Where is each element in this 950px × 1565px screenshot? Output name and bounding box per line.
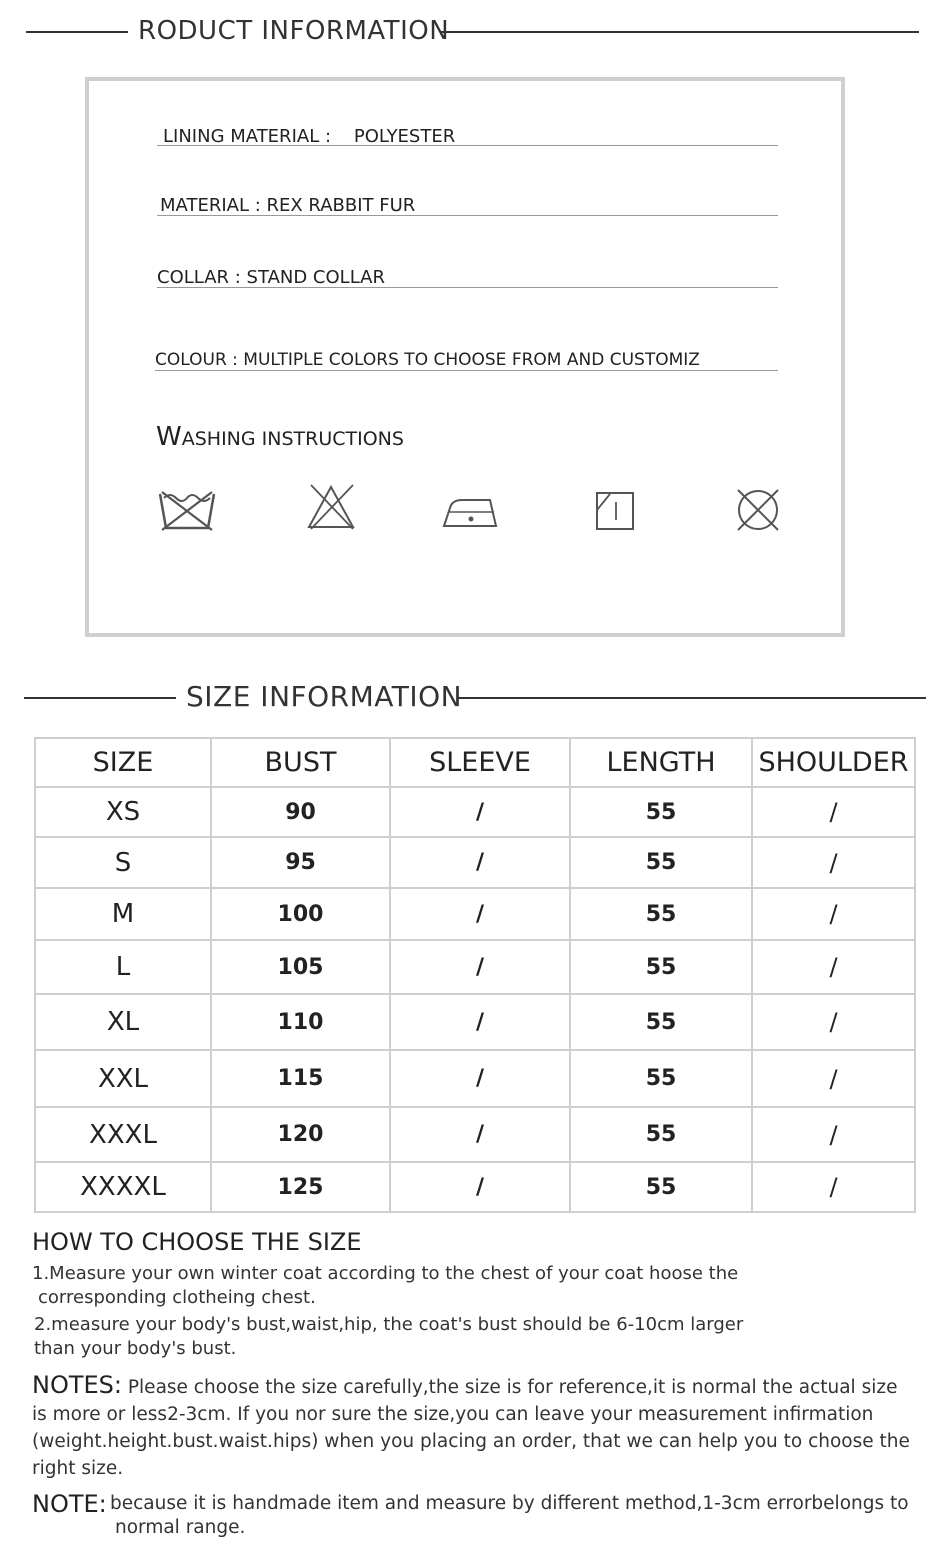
table-row (35, 837, 915, 888)
size-cell: XXL (35, 1050, 211, 1107)
colour-row (155, 350, 700, 370)
column-header-size: SIZE (35, 738, 211, 787)
material-row (160, 195, 415, 216)
sleeve-cell: / (390, 1162, 570, 1212)
note-line2: normal range. (115, 1517, 246, 1538)
shoulder-cell: / (752, 994, 915, 1050)
bust-cell: 105 (211, 940, 390, 994)
iron-low-heat-icon (440, 492, 500, 532)
lining-underline (157, 145, 778, 146)
sleeve-cell: / (390, 787, 570, 837)
length-cell: 55 (570, 1050, 752, 1107)
column-header-sleeve: SLEEVE (390, 738, 570, 787)
colour-label: COLOUR : (155, 350, 238, 370)
size-cell: S (35, 837, 211, 888)
lining-material-row (163, 126, 455, 147)
size-cell: XXXL (35, 1107, 211, 1162)
collar-underline (157, 287, 778, 288)
size-rule-left (24, 697, 176, 699)
bust-cell: 95 (211, 837, 390, 888)
notes-label: NOTES: (32, 1371, 122, 1399)
size-cell: L (35, 940, 211, 994)
table-row (35, 787, 915, 837)
material-label: MATERIAL : (160, 195, 261, 216)
howto-step1-line2: corresponding clotheing chest. (38, 1287, 316, 1308)
shoulder-cell: / (752, 888, 915, 940)
shoulder-cell: / (752, 940, 915, 994)
notes-text: Please choose the size carefully,the size is for reference,it is normal the actual size is more or less2-3cm. If you nor sure the size,you can leave your measurement infirmation (weight.height.bust.waist.hips) when you placing an order, that we can help you to choose the right size. (32, 1377, 910, 1479)
howto-step1-line1: 1.Measure your own winter coat according to the chest of your coat hoose the (32, 1263, 739, 1284)
size-cell: XS (35, 787, 211, 837)
length-cell: 55 (570, 837, 752, 888)
shoulder-cell: / (752, 1162, 915, 1212)
washing-instructions-title (156, 422, 404, 452)
bust-cell: 125 (211, 1162, 390, 1212)
washing-title-rest: ASHING INSTRUCTIONS (181, 428, 404, 450)
length-cell: 55 (570, 1107, 752, 1162)
table-row (35, 1050, 915, 1107)
size-section-title: SIZE INFORMATION (186, 680, 463, 713)
size-table-header (35, 738, 915, 787)
howto-step2-line2: than your body's bust. (34, 1338, 237, 1359)
table-row (35, 1107, 915, 1162)
shoulder-cell: / (752, 787, 915, 837)
bust-cell: 115 (211, 1050, 390, 1107)
size-rule-right (458, 697, 926, 699)
sleeve-cell: / (390, 994, 570, 1050)
do-not-dry-clean-icon (734, 486, 782, 534)
section-rule-right (441, 31, 919, 33)
length-cell: 55 (570, 940, 752, 994)
length-cell: 55 (570, 787, 752, 837)
sleeve-cell: / (390, 837, 570, 888)
note-line1: because it is handmade item and measure by different method,1-3cm errorbelongs to (110, 1493, 909, 1514)
sleeve-cell: / (390, 940, 570, 994)
section-rule-left (26, 31, 128, 33)
bust-cell: 100 (211, 888, 390, 940)
length-cell: 55 (570, 1162, 752, 1212)
do-not-bleach-icon (305, 483, 357, 531)
colour-value: MULTIPLE COLORS TO CHOOSE FROM AND CUSTOMIZ (243, 350, 700, 370)
bust-cell: 120 (211, 1107, 390, 1162)
howto-title: HOW TO CHOOSE THE SIZE (32, 1228, 362, 1256)
table-row (35, 888, 915, 940)
collar-row (157, 267, 385, 288)
note-text (110, 1492, 909, 1540)
product-section-title: RODUCT INFORMATION (138, 16, 450, 46)
table-row (35, 994, 915, 1050)
shoulder-cell: / (752, 1107, 915, 1162)
length-cell: 55 (570, 888, 752, 940)
do-not-tumble-dry-icon (594, 490, 636, 532)
lining-material-value: POLYESTER (353, 126, 456, 147)
bust-cell: 110 (211, 994, 390, 1050)
size-cell: XL (35, 994, 211, 1050)
collar-value: STAND COLLAR (246, 267, 385, 288)
shoulder-cell: / (752, 837, 915, 888)
size-cell: M (35, 888, 211, 940)
note-label: NOTE: (32, 1490, 107, 1518)
size-cell: XXXXL (35, 1162, 211, 1212)
material-value: REX RABBIT FUR (266, 195, 416, 216)
table-row (35, 1162, 915, 1212)
shoulder-cell: / (752, 1050, 915, 1107)
washing-title-first: W (156, 422, 182, 452)
column-header-bust: BUST (211, 738, 390, 787)
column-header-shoulder: SHOULDER (752, 738, 915, 787)
notes-paragraph (32, 1372, 912, 1482)
sleeve-cell: / (390, 1050, 570, 1107)
collar-label: COLLAR : (157, 267, 241, 288)
colour-underline (155, 370, 778, 371)
size-table (34, 737, 916, 1213)
sleeve-cell: / (390, 888, 570, 940)
bust-cell: 90 (211, 787, 390, 837)
howto-step2-line1: 2.measure your body's bust,waist,hip, the coat's bust should be 6-10cm larger (34, 1314, 744, 1335)
table-row (35, 940, 915, 994)
material-underline (157, 215, 778, 216)
column-header-length: LENGTH (570, 738, 752, 787)
sleeve-cell: / (390, 1107, 570, 1162)
length-cell: 55 (570, 994, 752, 1050)
lining-material-label: LINING MATERIAL : (163, 126, 332, 147)
do-not-wash-icon (156, 488, 218, 532)
